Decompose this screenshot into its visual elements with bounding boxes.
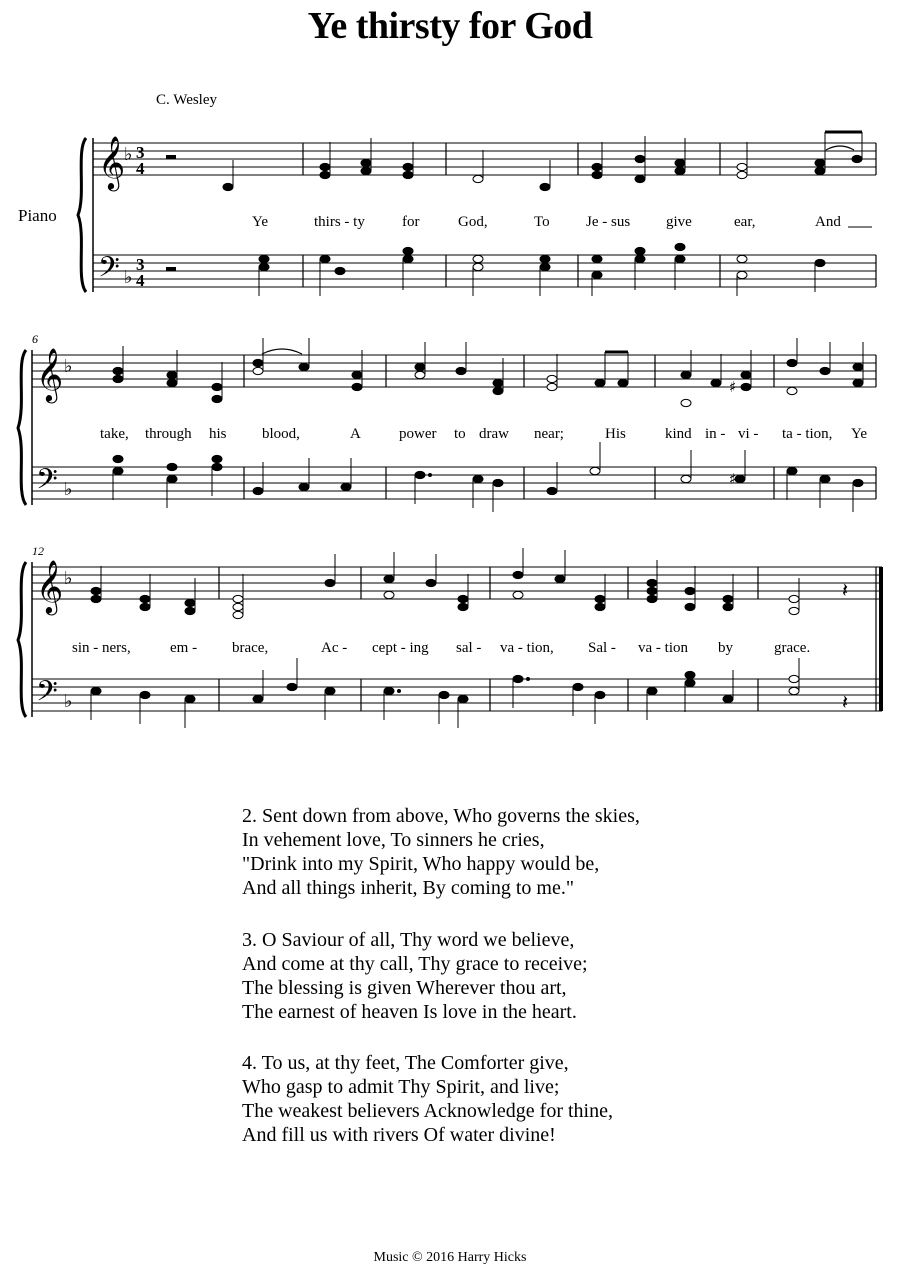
lyric-syllable: power	[399, 426, 437, 442]
brace	[18, 562, 26, 717]
quarter-rest-icon: 𝄽	[842, 690, 849, 714]
sharp-icon: ♯	[729, 378, 737, 396]
quarter-rest-icon: 𝄽	[842, 578, 849, 602]
system-3	[18, 544, 883, 728]
flat-icon: ♭	[64, 691, 73, 712]
brace	[78, 138, 86, 292]
system-1	[78, 132, 876, 296]
verse-line: And all things inherit, By coming to me."	[242, 877, 575, 899]
verse-line: Who gasp to admit Thy Spirit, and live;	[242, 1076, 560, 1098]
lyric-syllable: God,	[458, 214, 488, 230]
time-signature-top: 3	[136, 255, 145, 274]
lyric-syllable: in -	[705, 426, 726, 442]
bass-staff	[32, 467, 876, 499]
instrument-label: Piano	[18, 206, 57, 225]
lyric-syllable: brace,	[232, 640, 269, 656]
verse-line: And come at thy call, Thy grace to receive;	[242, 953, 588, 975]
bass-staff	[93, 255, 876, 287]
lyric-syllable: va - tion	[638, 640, 688, 656]
lyric-syllable: Ac -	[321, 640, 348, 656]
lyric-syllable: vi -	[738, 426, 759, 442]
verse-line: The blessing is given Wherever thou art,	[242, 977, 567, 999]
bass-clef-icon: 𝄢	[98, 251, 120, 291]
bass-clef-icon: 𝄢	[36, 463, 58, 503]
verse-3	[242, 928, 588, 1024]
lyric-syllable: blood,	[262, 426, 300, 442]
lyric-syllable: Ye	[252, 214, 268, 230]
lyric-syllable: near;	[534, 426, 564, 442]
lyric-syllable: His	[605, 426, 626, 442]
measure-number: 12	[32, 544, 44, 558]
time-signature-top: 3	[136, 143, 145, 162]
lyric-syllable: sal -	[456, 640, 482, 656]
half-rest	[166, 155, 176, 159]
page-title: Ye thirsty for God	[307, 5, 593, 47]
lyric-syllable: A	[350, 426, 361, 442]
verse-line: 4. To us, at thy feet, The Comforter give,	[242, 1052, 569, 1074]
verse-2	[242, 804, 640, 900]
verse-line: In vehement love, To sinners he cries,	[242, 829, 545, 851]
lyric-syllable: for	[402, 214, 420, 230]
verse-4	[242, 1051, 613, 1147]
lyric-syllable: his	[209, 426, 227, 442]
bass-notes	[259, 243, 825, 296]
time-signature-bottom: 4	[136, 271, 145, 290]
bass-clef-icon: 𝄢	[36, 675, 58, 715]
bass-staff	[32, 679, 882, 711]
lyric-syllable: sin - ners,	[72, 640, 131, 656]
brace	[18, 350, 26, 505]
lyrics-row	[252, 214, 872, 230]
flat-icon: ♭	[64, 479, 73, 500]
treble-clef-icon: 𝄞	[36, 347, 64, 401]
lyric-syllable: Ye	[851, 426, 867, 442]
verse-line: "Drink into my Spirit, Who happy would be,	[242, 853, 600, 875]
barlines	[219, 567, 758, 711]
measure-number: 6	[32, 332, 38, 346]
lyric-syllable: grace.	[774, 640, 811, 656]
flat-icon: ♭	[124, 267, 133, 288]
half-rest	[166, 267, 176, 271]
lyric-syllable: To	[534, 214, 550, 230]
treble-notes	[113, 338, 863, 407]
treble-clef-icon: 𝄞	[98, 135, 126, 189]
flat-icon: ♭	[64, 356, 73, 377]
lyrics-row	[100, 426, 867, 442]
tie	[826, 146, 854, 150]
flat-icon: ♭	[124, 144, 133, 165]
flat-icon: ♭	[64, 568, 73, 589]
lyric-syllable: thirs - ty	[314, 214, 365, 230]
verse-line: The earnest of heaven Is love in the heart.	[242, 1001, 577, 1023]
lyric-syllable: to	[454, 426, 466, 442]
lyric-syllable: kind	[665, 426, 692, 442]
lyric-syllable: ear,	[734, 214, 756, 230]
final-barline	[876, 567, 883, 711]
lyric-syllable: cept - ing	[372, 640, 429, 656]
lyric-syllable: take,	[100, 426, 129, 442]
time-signature-bottom: 4	[136, 159, 145, 178]
lyric-syllable: va - tion,	[500, 640, 554, 656]
lyrics-row	[72, 640, 810, 656]
lyric-syllable: Sal -	[588, 640, 616, 656]
treble-staff	[32, 355, 876, 387]
verse-line: 2. Sent down from above, Who governs the skies,	[242, 805, 640, 827]
verse-line: And fill us with rivers Of water divine!	[242, 1124, 556, 1146]
lyric-syllable: draw	[479, 426, 509, 442]
treble-staff	[93, 143, 876, 175]
treble-clef-icon: 𝄞	[36, 559, 64, 613]
treble-notes	[223, 132, 862, 191]
lyric-syllable: ta - tion,	[782, 426, 833, 442]
lyric-syllable: Je - sus	[586, 214, 631, 230]
bass-notes	[91, 658, 799, 728]
treble-staff	[32, 567, 882, 599]
lyric-syllable: by	[718, 640, 733, 656]
system-2	[18, 332, 876, 512]
tie	[262, 349, 302, 354]
sharp-icon: ♯	[729, 470, 737, 488]
lyric-syllable: em -	[170, 640, 198, 656]
composer-credit: C. Wesley	[156, 92, 218, 108]
lyric-syllable: give	[666, 214, 692, 230]
verse-line: The weakest believers Acknowledge for thine,	[242, 1100, 613, 1122]
lyric-syllable: And	[815, 214, 841, 230]
verse-line: 3. O Saviour of all, Thy word we believe,	[242, 929, 575, 951]
bass-notes	[113, 442, 863, 512]
lyric-syllable: through	[145, 426, 192, 442]
copyright-footer: Music © 2016 Harry Hicks	[373, 1250, 527, 1265]
